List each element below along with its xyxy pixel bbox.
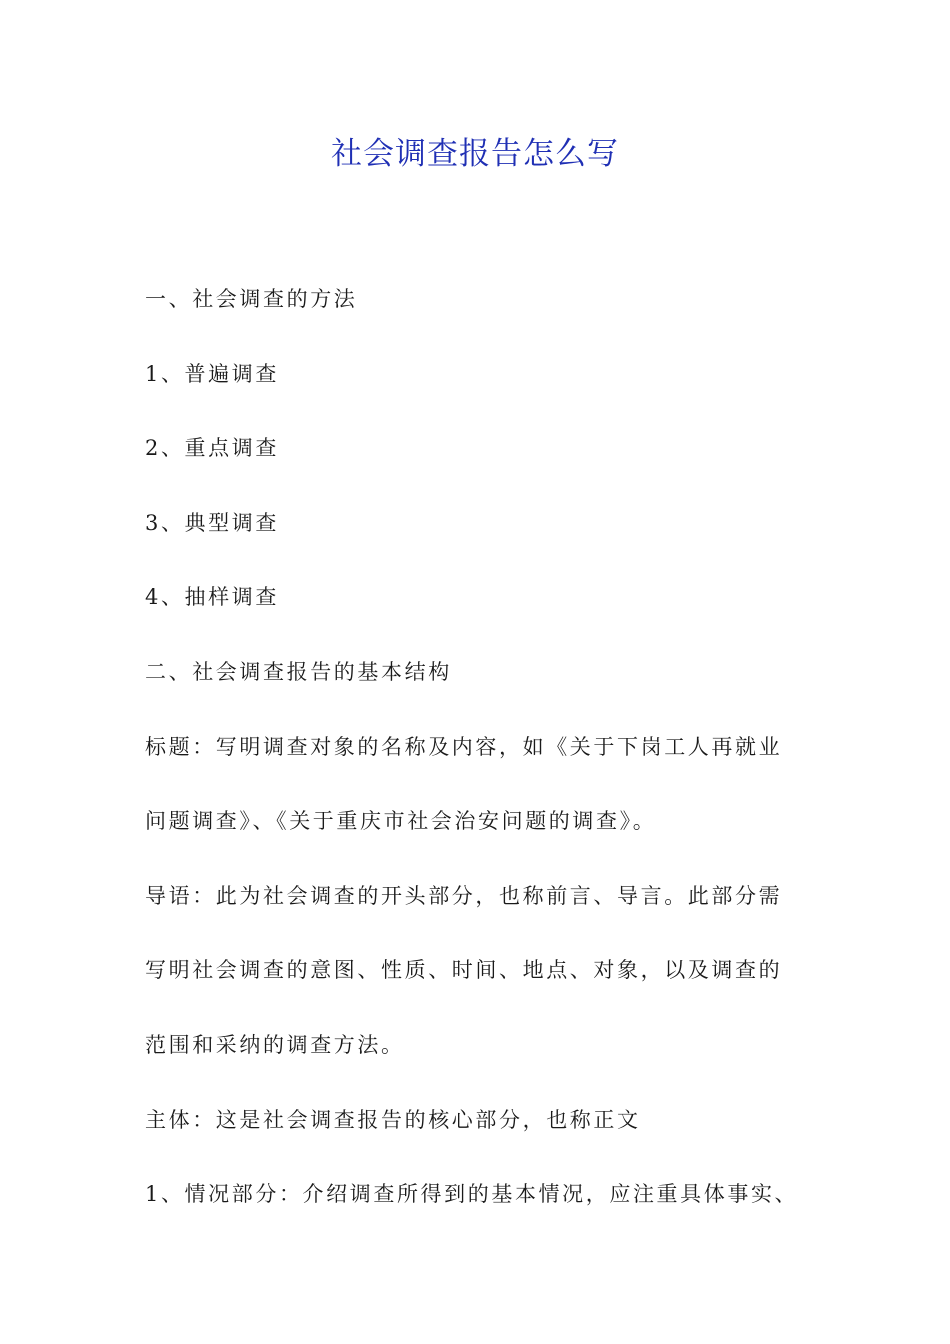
list-item-method-1: 1、普遍调查	[145, 361, 279, 386]
paragraph-intro-line-3: 范围和采纳的调查方法。	[145, 1032, 405, 1057]
paragraph-situation-part: 1、情况部分：介绍调查所得到的基本情况，应注重具体事实、	[145, 1182, 799, 1207]
section-heading-structure: 二、社会调查报告的基本结构	[145, 659, 452, 684]
paragraph-intro-line-2: 写明社会调查的意图、性质、时间、地点、对象，以及调查的	[145, 958, 783, 983]
document-title: 社会调查报告怎么写	[331, 136, 619, 172]
document-body	[145, 262, 810, 1232]
paragraph-title-line-2: 问题调查》、《关于重庆市社会治安问题的调查》。	[145, 809, 657, 834]
list-item-method-4: 4、抽样调查	[145, 585, 279, 610]
paragraph-main-body: 主体：这是社会调查报告的核心部分，也称正文	[145, 1107, 641, 1132]
section-heading-methods: 一、社会调查的方法	[145, 287, 358, 311]
paragraph-title-line-1: 标题：写明调查对象的名称及内容，如《关于下岗工人再就业	[145, 734, 783, 759]
list-item-method-2: 2、重点调查	[145, 436, 279, 461]
paragraph-intro-line-1: 导语：此为社会调查的开头部分，也称前言、导言。此部分需	[145, 883, 783, 908]
list-item-method-3: 3、典型调查	[145, 510, 279, 535]
